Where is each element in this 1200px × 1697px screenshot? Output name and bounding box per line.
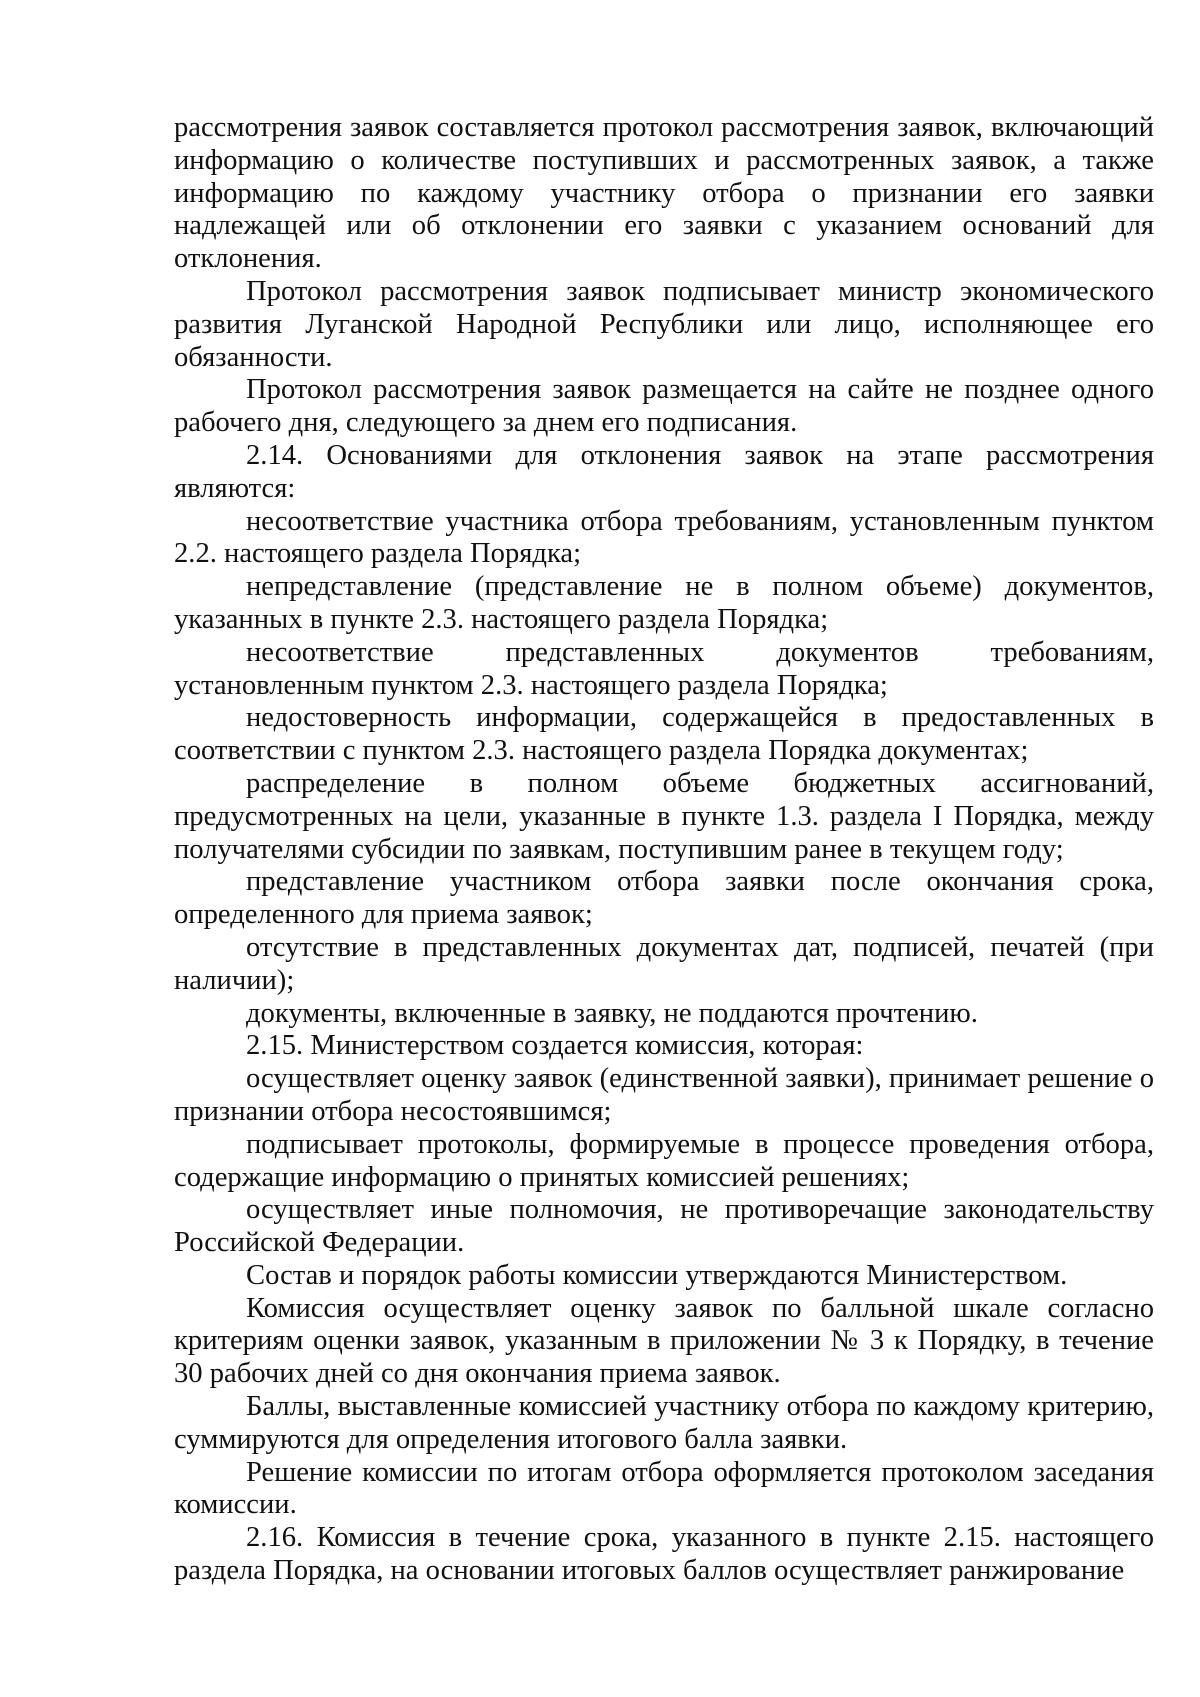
paragraph-1: рассмотрения заявок составляется протокол рассмотрения заявок, включающий информацию о количестве поступивших и рассмотренных заявок, а также информацию по каждому участнику отбора о признании его заявки надлежащей или об отклонении его заявки с указанием оснований для отклонения. — [174, 112, 1154, 275]
paragraph-17: Состав и порядок работы комиссии утверждаются Министерством. — [246, 1259, 1068, 1291]
paragraph-5: несоответствие участника отбора требованиям, установленным пунктом 2.2. настоящего раздела Порядка; — [174, 505, 1154, 570]
paragraph-14: осуществляет оценку заявок (единственной заявки), принимает решение о признании отбора несостоявшимся; — [174, 1063, 1154, 1127]
paragraph-10: представление участником отбора заявки после окончания срока, определенного для приема заявок; — [174, 866, 1154, 931]
paragraph-11: отсутствие в представленных документах дат, подписей, печатей (при наличии); — [174, 931, 1154, 996]
paragraph-15: подписывает протоколы, формируемые в процессе проведения отбора, содержащие информацию о принятых комиссией решениях; — [174, 1128, 1154, 1193]
document-body — [174, 112, 1154, 1588]
paragraph-19: Баллы, выставленные комиссией участнику отбора по каждому критерию, суммируются для определения итогового балла заявки. — [174, 1391, 1154, 1455]
paragraph-2: Протокол рассмотрения заявок подписывает министр экономического развития Луганской Народной Республики или лицо, исполняющее его обязанности. — [174, 275, 1154, 373]
paragraph-9: распределение в полном объеме бюджетных ассигнований, предусмотренных на цели, указанные в пункте 1.3. раздела I Порядка, между получателями субсидии по заявкам, поступившим ранее в текущем году; — [174, 767, 1154, 865]
paragraph-16: осуществляет иные полномочия, не противоречащие законодательству Российской Федерации. — [174, 1194, 1154, 1259]
paragraph-7: несоответствие представленных документов требованиям, установленным пунктом 2.3. настоящего раздела Порядка; — [174, 636, 1154, 701]
paragraph-8: недостоверность информации, содержащейся в предоставленных в соответствии с пунктом 2.3. настоящего раздела Порядка документах; — [174, 702, 1154, 767]
paragraph-12: документы, включенные в заявку, не поддаются прочтению. — [246, 997, 978, 1029]
paragraph-21: 2.16. Комиссия в течение срока, указанного в пункте 2.15. настоящего раздела Порядка, на основании итоговых баллов осуществляет ранжирование — [174, 1522, 1154, 1587]
paragraph-4: 2.14. Основаниями для отклонения заявок на этапе рассмотрения являются: — [174, 439, 1154, 504]
paragraph-13: 2.15. Министерством создается комиссия, которая: — [246, 1030, 864, 1062]
paragraph-6: непредставление (представление не в полном объеме) документов, указанных в пункте 2.3. настоящего раздела Порядка; — [174, 571, 1154, 635]
paragraph-3: Протокол рассмотрения заявок размещается на сайте не позднее одного рабочего дня, следующего за днем его подписания. — [174, 374, 1154, 439]
paragraph-20: Решение комиссии по итогам отбора оформляется протоколом заседания комиссии. — [174, 1456, 1154, 1521]
paragraph-18: Комиссия осуществляет оценку заявок по балльной шкале согласно критериям оценки заявок, указанным в приложении № 3 к Порядку, в течение 30 рабочих дней со дня окончания приема заявок. — [174, 1292, 1154, 1390]
